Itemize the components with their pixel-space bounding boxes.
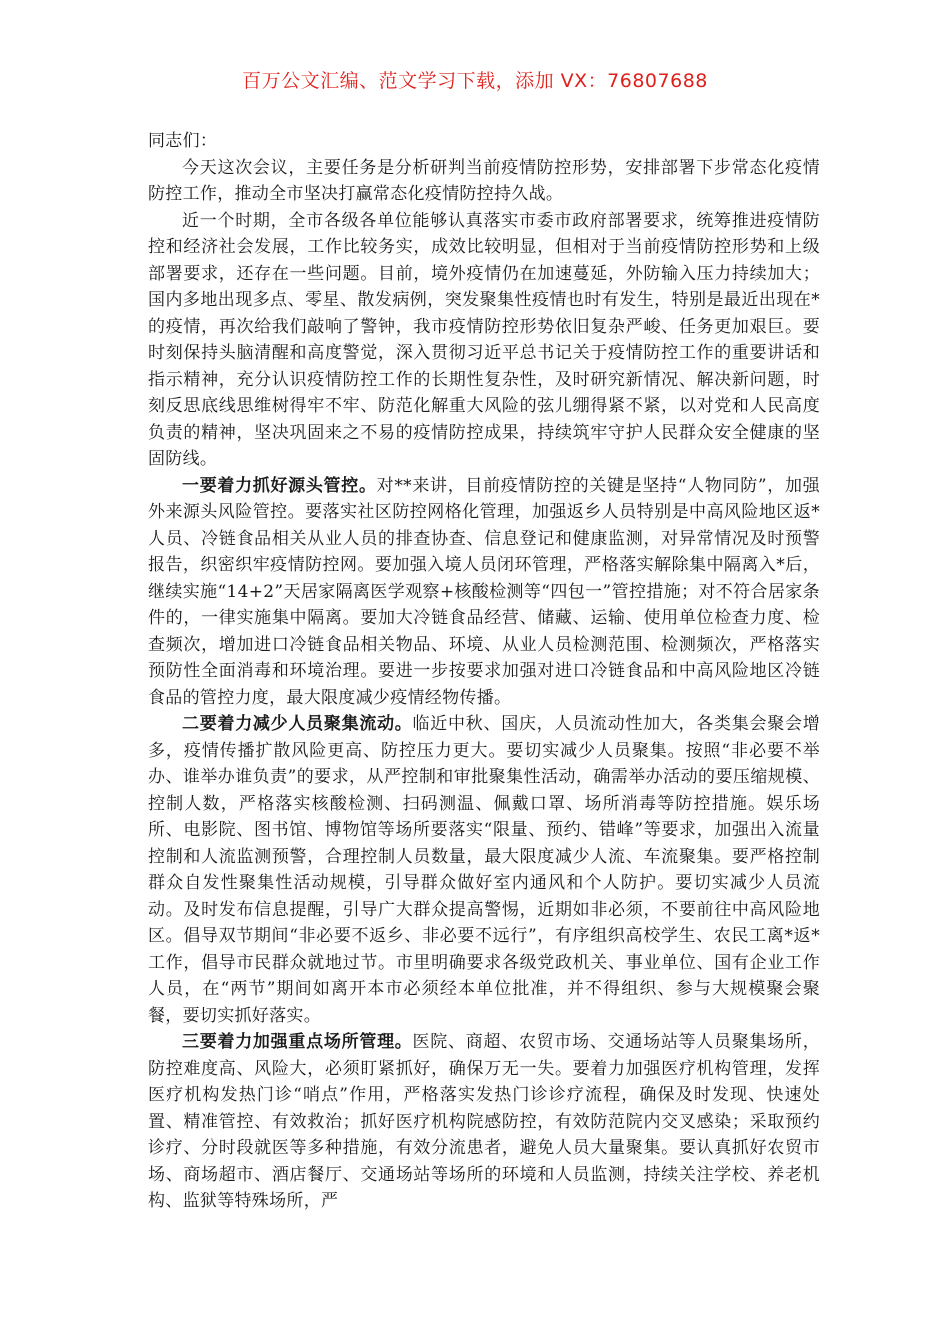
section-heading-2: 二要着力减少人员聚集流动。 [182, 714, 413, 734]
section-heading-1: 一要着力抓好源头管控。 [182, 475, 377, 496]
section-paragraph-3 [148, 1029, 820, 1215]
section-paragraph-2 [148, 711, 820, 1029]
section-body-3: 医院、商超、农贸市场、交通场站等人员聚集场所，防控难度高、风险大，必须盯紧抓好，确保万无一失。要着力加强医疗机构管理，发挥医疗机构发热门诊“哨点”作用，严格落实发热门诊诊疗流程，确保及时发现、快速处置、精准管控、有效救治；抓好医疗机构院感防控，有效防范院内交叉感染；采取预约诊疗、分时段就医等多种措施，有效分流患者，避免人员大量聚集。要认真抓好农贸市场、商场超市、酒店餐厅、交通场站等场所的环境和人员监测，持续关注学校、养老机构、监狱等特殊场所，严 [148, 1032, 820, 1211]
section-heading-3: 三要着力加强重点场所管理。 [182, 1032, 413, 1052]
situation-paragraph: 近一个时期，全市各级各单位能够认真落实市委市政府部署要求，统筹推进疫情防控和经济社会发展，工作比较务实，成效比较明显，但相对于当前疫情防控形势和上级部署要求，还存在一些问题。目前，境外疫情仍在加速蔓延，外防输入压力持续加大；国内多地出现多点、零星、散发病例，突发聚集性疫情也时有发生，特别是最近出现在*的疫情，再次给我们敲响了警钟，我市疫情防控形势依旧复杂严峻、任务更加艰巨。要时刻保持头脑清醒和高度警觉，深入贯彻习近平总书记关于疫情防控工作的重要讲话和指示精神，充分认识疫情防控工作的长期性复杂性，及时研究新情况、解决新问题，时刻反思底线思维树得牢不牢、防范化解重大风险的弦儿绷得紧不紧，以对党和人民高度负责的精神，坚决巩固来之不易的疫情防控成果，持续筑牢守护人民群众安全健康的坚固防线。 [148, 210, 820, 469]
header-banner: 百万公文汇编、范文学习下载，添加 VX：76807688 [242, 70, 708, 92]
intro-paragraph: 今天这次会议，主要任务是分析研判当前疫情防控形势，安排部署下步常态化疫情防控工作，推动全市坚决打赢常态化疫情防控持久战。 [148, 157, 820, 204]
section-body-1: 对**来讲，目前疫情防控的关键是坚持“人物同防”，加强外来源头风险管控。要落实社区防控网格化管理，加强返乡人员特别是中高风险地区返*人员、冷链食品相关从业人员的排查协查、信息登记和健康监测，对异常情况及时预警报告，织密织牢疫情防控网。要加强入境人员闭环管理，严格落实解除集中隔离入*后，继续实施“14+2”天居家隔离医学观察+核酸检测等“四包一”管控措施；对不符合居家条件的，一律实施集中隔离。要加大冷链食品经营、储藏、运输、使用单位检查力度、检查频次，增加进口冷链食品相关物品、环境、从业人员检测范围、检测频次，严格落实预防性全面消毒和环境治理。要进一步按要求加强对进口冷链食品和中高风险地区冷链食品的管控力度，最大限度减少疫情经物传播。 [148, 475, 820, 708]
salutation: 同志们： [148, 131, 218, 151]
document-body [148, 128, 820, 1215]
section-paragraph-1 [148, 473, 820, 712]
section-body-2: 临近中秋、国庆，人员流动性加大，各类集会聚会增多，疫情传播扩散风险更高、防控压力更大。要切实减少人员聚集。按照“非必要不举办、谁举办谁负责”的要求，从严控制和审批聚集性活动，确需举办活动的要压缩规模、控制人数，严格落实核酸检测、扫码测温、佩戴口罩、场所消毒等防控措施。娱乐场所、电影院、图书馆、博物馆等场所要落实“限量、预约、错峰”等要求，加强出入流量控制和人流监测预警，合理控制人员数量，最大限度减少人流、车流聚集。要严格控制群众自发性聚集性活动规模，引导群众做好室内通风和个人防护。要切实减少人员流动。及时发布信息提醒，引导广大群众提高警惕，近期如非必须，不要前往中高风险地区。倡导双节期间“非必要不返乡、非必要不远行”，有序组织高校学生、农民工离*返*工作，倡导市民群众就地过节。市里明确要求各级党政机关、事业单位、国有企业工作人员，在“两节”期间如离开本市必须经本单位批准，并不得组织、参与大规模聚会聚餐，要切实抓好落实。 [148, 714, 820, 1026]
